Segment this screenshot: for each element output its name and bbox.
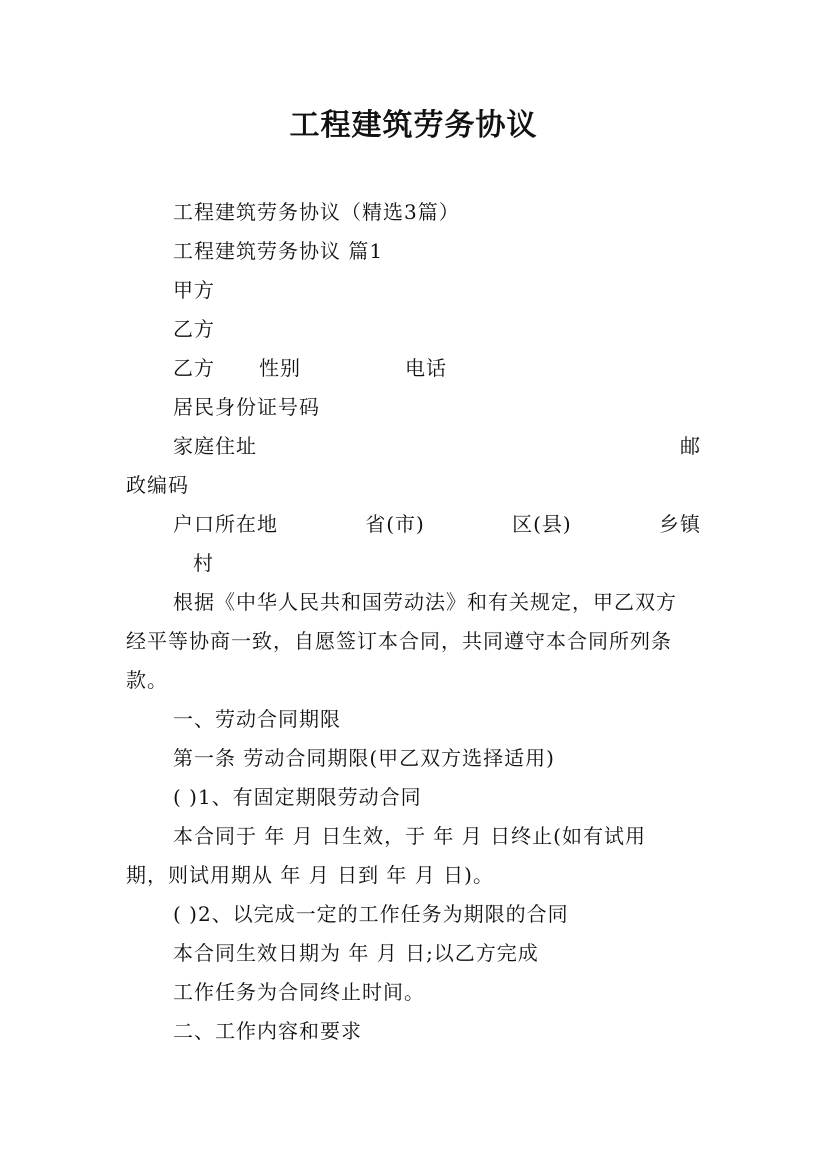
party-b-label-2: 乙方 bbox=[173, 356, 215, 380]
hukou-line bbox=[173, 510, 701, 538]
gender-label: 性别 bbox=[259, 356, 301, 380]
district-label: 区(县) bbox=[512, 512, 572, 536]
postal-label-end: 政编码 bbox=[126, 473, 189, 497]
party-a-label: 甲方 bbox=[173, 278, 215, 302]
id-number-label: 居民身份证号码 bbox=[173, 395, 320, 419]
phone-label: 电话 bbox=[405, 356, 447, 380]
postal-label-start: 邮 bbox=[680, 434, 701, 458]
section-2-heading: 二、工作内容和要求 bbox=[173, 1019, 362, 1043]
option-2-line2: 工作任务为合同终止时间。 bbox=[173, 980, 425, 1004]
section-1-heading: 一、劳动合同期限 bbox=[173, 707, 341, 731]
address-line bbox=[173, 432, 701, 460]
document-subtitle: 工程建筑劳务协议（精选3篇） bbox=[173, 200, 460, 224]
party-b-label: 乙方 bbox=[173, 317, 215, 341]
article-1: 第一条 劳动合同期限(甲乙双方选择适用) bbox=[173, 746, 555, 770]
home-address-label: 家庭住址 bbox=[173, 434, 257, 458]
intro-para-line3: 款。 bbox=[126, 668, 168, 692]
document-title: 工程建筑劳务协议 bbox=[289, 108, 538, 143]
intro-para-line2: 经平等协商一致，自愿签订本合同，共同遵守本合同所列条 bbox=[126, 629, 672, 653]
option-1-line1: 本合同于 年 月 日生效，于 年 月 日终止(如有试用 bbox=[173, 824, 646, 848]
party-b-info-line bbox=[173, 354, 447, 382]
option-2-line1: 本合同生效日期为 年 月 日;以乙方完成 bbox=[173, 941, 539, 965]
town-label: 乡镇 bbox=[658, 512, 701, 536]
section-heading: 工程建筑劳务协议 篇1 bbox=[173, 239, 384, 263]
village-label: 村 bbox=[193, 551, 214, 575]
hukou-label: 户口所在地 bbox=[173, 512, 278, 536]
intro-para-line1 bbox=[173, 588, 701, 616]
option-1: ( )1、有固定期限劳动合同 bbox=[173, 785, 422, 809]
option-1-line2: 期，则试用期从 年 月 日到 年 月 日)。 bbox=[126, 863, 494, 887]
province-label: 省(市) bbox=[365, 512, 425, 536]
option-2: ( )2、以完成一定的工作任务为期限的合同 bbox=[173, 902, 569, 926]
intro-text-1: 根据《中华人民共和国劳动法》和有关规定，甲乙双方 bbox=[173, 590, 677, 614]
